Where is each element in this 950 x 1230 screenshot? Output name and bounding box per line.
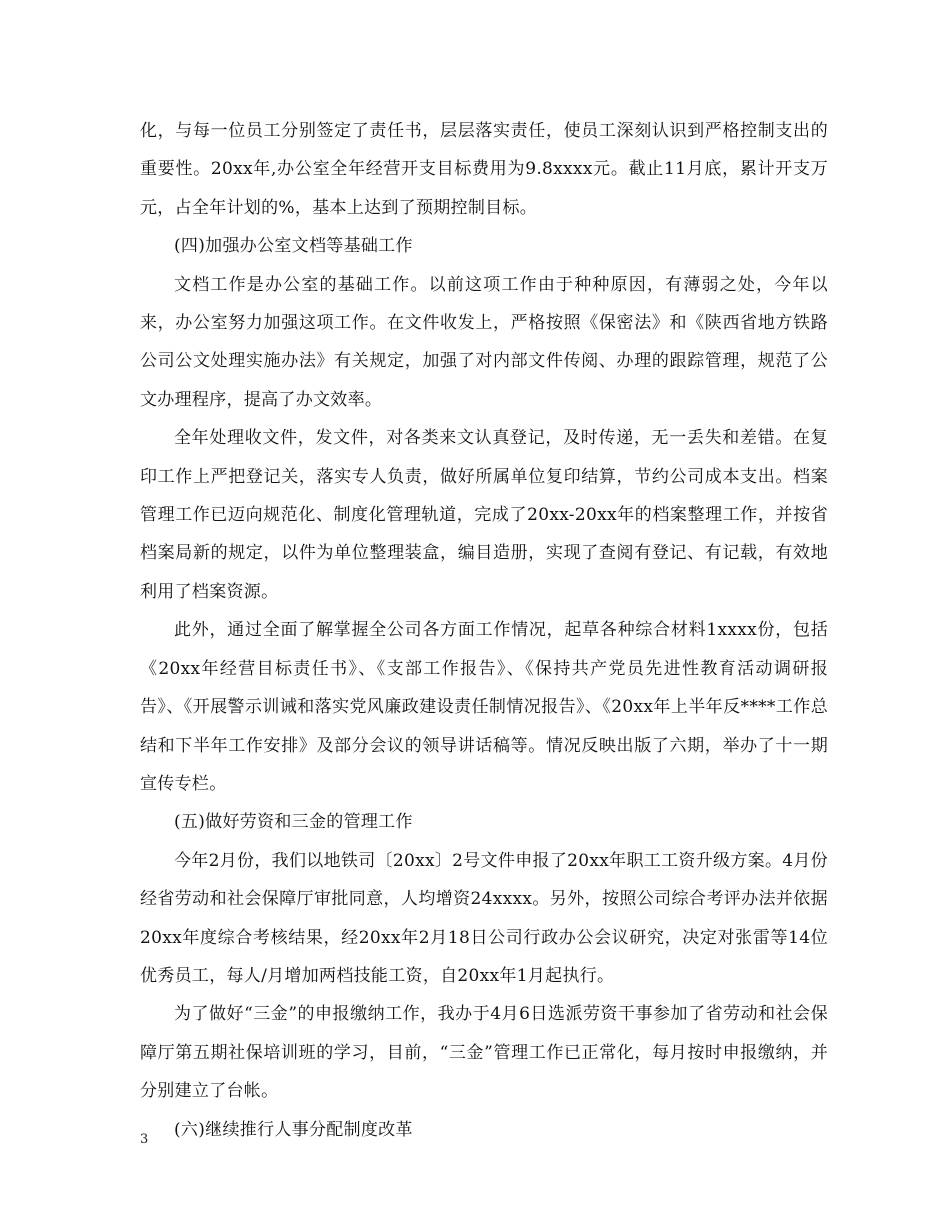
section-heading-6: (六)继续推行人事分配制度改革 bbox=[174, 1119, 413, 1140]
page-number: 3 bbox=[140, 1132, 149, 1147]
paragraph-materials-drafted: 此外，通过全面了解掌握全公司各方面工作情况，起草各种综合材料1xxxx份，包括《20xx年经营目标责任书》、《支部工作报告》、《保持共产党员先进性教育活动调研报告》、《开展警示训诫和落实党风廉政建设责任制情况报告》、《20xx年上半年反****工作总结和下半年工作安排》及部分会议的领导讲话稿等。情况反映出版了六期，举办了十一期宣传专栏。 bbox=[140, 620, 828, 794]
document-body bbox=[140, 112, 828, 1149]
paragraph-document-work: 文档工作是办公室的基础工作。以前这项工作由于种种原因，有薄弱之处，今年以来，办公室努力加强这项工作。在文件收发上，严格按照《保密法》和《陕西省地方铁路公司公文处理实施办法》有关规定，加强了对内部文件传阅、办理的跟踪管理，规范了公文办理程序，提高了办文效率。 bbox=[140, 274, 828, 410]
paragraph-wage-upgrade: 今年2月份，我们以地铁司〔20xx〕2号文件申报了20xx年职工工资升级方案。4月份经省劳动和社会保障厅审批同意，人均增资24xxxx。另外，按照公司综合考评办法并依据20xx年度综合考核结果，经20xx年2月18日公司行政办公会议研究，决定对张雷等14位优秀员工，每人/月增加两档技能工资，自20xx年1月起执行。 bbox=[140, 850, 828, 986]
paragraph-file-handling: 全年处理收文件，发文件，对各类来文认真登记，及时传递，无一丢失和差错。在复印工作上严把登记关，落实专人负责，做好所属单位复印结算，节约公司成本支出。档案管理工作已迈向规范化、制度化管理轨道，完成了20xx-20xx年的档案整理工作，并按省档案局新的规定，以件为单位整理装盒，编目造册，实现了查阅有登记、有记载，有效地利用了档案资源。 bbox=[140, 428, 828, 602]
section-heading-5: (五)做好劳资和三金的管理工作 bbox=[174, 812, 413, 833]
section-heading-4: (四)加强办公室文档等基础工作 bbox=[174, 236, 413, 257]
paragraph-three-funds: 为了做好“三金”的申报缴纳工作，我办于4月6日选派劳资干事参加了省劳动和社会保障厅第五期社保培训班的学习，目前，“三金”管理工作已正常化，每月按时申报缴纳，并分别建立了台帐。 bbox=[140, 1004, 828, 1102]
paragraph-budget-control: 化，与每一位员工分别签定了责任书，层层落实责任，使员工深刻认识到严格控制支出的重要性。20xx年,办公室全年经营开支目标费用为9.8xxxx元。截止11月底，累计开支万元，占全年计划的%，基本上达到了预期控制目标。 bbox=[140, 121, 828, 218]
